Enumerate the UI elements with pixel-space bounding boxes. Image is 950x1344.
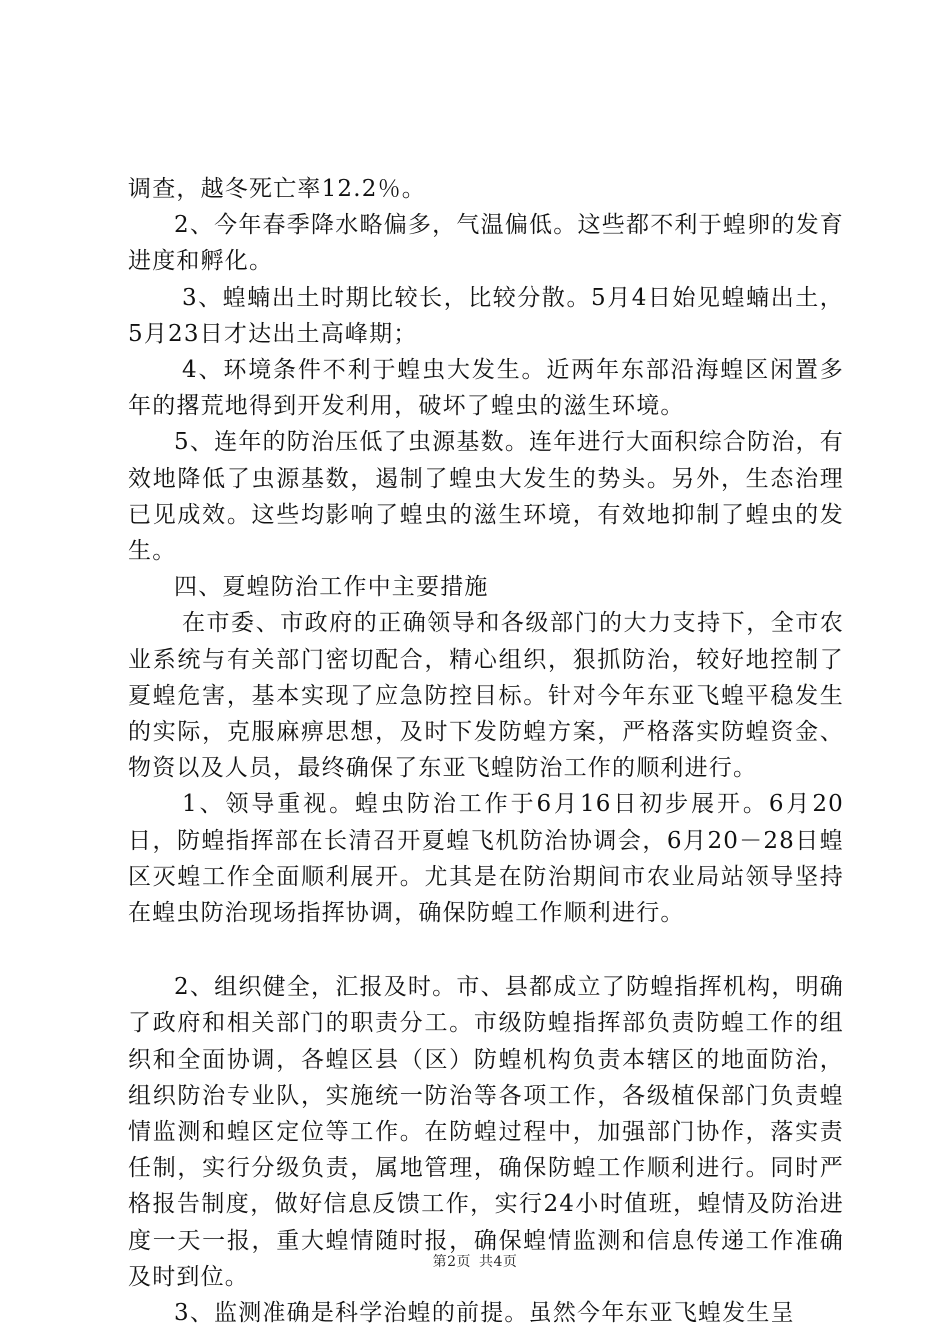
paragraph-measure-3: 3、监测准确是科学治蝗的前提。虽然今年东亚飞蝗发生呈 <box>174 1300 795 1327</box>
paragraph-item-3: 3、蝗蝻出土时期比较长，比较分散。5月4日始见蝗蝻出土，5月23日才达出土高峰期； <box>128 284 844 347</box>
page-total: 共4页 <box>479 1254 518 1270</box>
section-heading-4: 四、夏蝗防治工作中主要措施 <box>174 574 489 601</box>
paragraph-item-2: 2、今年春季降水略偏多，气温偏低。这些都不利于蝗卵的发育进度和孵化。 <box>128 212 844 275</box>
page-number: 第2页 <box>432 1254 471 1270</box>
paragraph-item-4: 4、环境条件不利于蝗虫大发生。近两年东部沿海蝗区闲置多年的撂荒地得到开发利用，破坏了蝗虫的滋生环境。 <box>128 357 844 420</box>
page-footer <box>0 1251 950 1271</box>
paragraph-measure-2: 2、组织健全，汇报及时。市、县都成立了防蝗指挥机构，明确了政府和相关部门的职责分工。市级防蝗指挥部负责防蝗工作的组织和全面协调，各蝗区县（区）防蝗机构负责本辖区的地面防治，组织防治专业队，实施统一防治等各项工作，各级植保部门负责蝗情监测和蝗区定位等工作。在防蝗过程中，加强部门协作，落实责任制，实行分级负责，属地管理，确保防蝗工作顺利进行。同时严格报告制度，做好信息反馈工作，实行24小时值班，蝗情及防治进度一天一报，重大蝗情随时报，确保蝗情监测和信息传递工作准确及时到位。 <box>128 974 844 1290</box>
document-body <box>128 171 844 1331</box>
paragraph-item-5: 5、连年的防治压低了虫源基数。连年进行大面积综合防治，有效地降低了虫源基数，遏制了蝗虫大发生的势头。另外，生态治理已见成效。这些均影响了蝗虫的滋生环境，有效地抑制了蝗虫的发生。 <box>128 429 844 565</box>
paragraph-section-intro: 在市委、市政府的正确领导和各级部门的大力支持下，全市农业系统与有关部门密切配合，精心组织，狠抓防治，较好地控制了夏蝗危害，基本实现了应急防控目标。针对今年东亚飞蝗平稳发生的实际，克服麻痹思想，及时下发防蝗方案，严格落实防蝗资金、物资以及人员，最终确保了东亚飞蝗防治工作的顺利进行。 <box>128 610 844 782</box>
paragraph-continuation: 调查，越冬死亡率12.2％。 <box>128 176 427 202</box>
paragraph-measure-1: 1、领导重视。蝗虫防治工作于6月16日初步展开。6月20日，防蝗指挥部在长清召开夏蝗飞机防治协调会，6月20－28日蝗区灭蝗工作全面顺利展开。尤其是在防治期间市农业局站领导坚持在蝗虫防治现场指挥协调，确保防蝗工作顺利进行。 <box>128 791 844 927</box>
